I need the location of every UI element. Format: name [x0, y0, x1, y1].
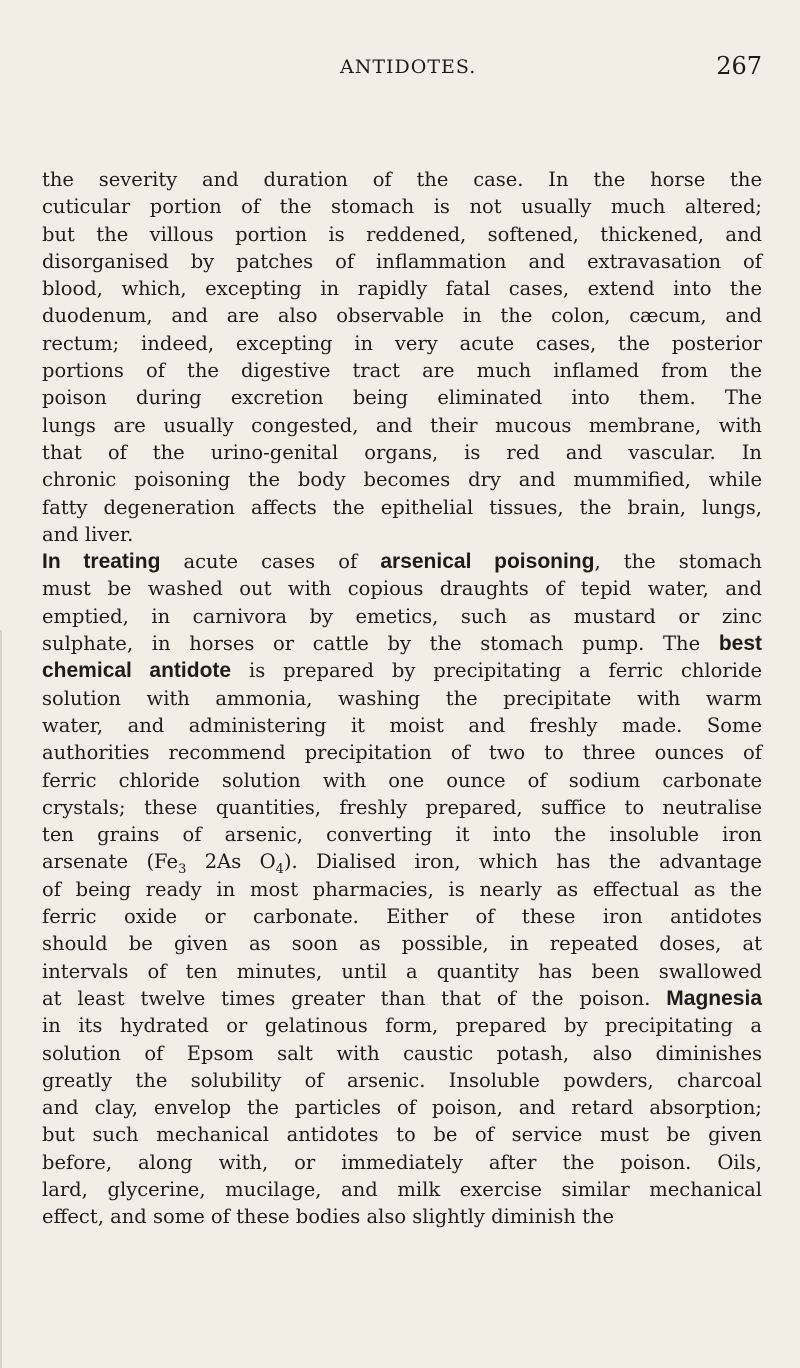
- text-segment: water, and administering it moist and freshly made. Some: [42, 713, 762, 737]
- text-segment: at least twelve times greater than that of the poison.: [42, 986, 667, 1010]
- page-header: [0, 52, 800, 86]
- text-segment: fatty degeneration affects the epithelial tissues, the brain, lungs,: [42, 495, 762, 519]
- text-segment: solution with ammonia, washing the precipitate with warm: [42, 686, 762, 710]
- text-line: [42, 958, 762, 985]
- text-segment: is prepared by precipitating a ferric chloride: [231, 659, 762, 683]
- text-line: [42, 521, 762, 548]
- text-line: [42, 1176, 762, 1203]
- text-line: [42, 248, 762, 275]
- subscript: 4: [275, 862, 284, 878]
- text-segment: lungs are usually congested, and their mucous membrane, with: [42, 413, 762, 437]
- text-line: [42, 712, 762, 739]
- text-segment: intervals of ten minutes, until a quantity has been swallowed: [42, 959, 762, 983]
- text-segment: should be given as soon as possible, in repeated doses, at: [42, 932, 762, 956]
- text-segment: poison during excretion being eliminated into them. The: [42, 386, 762, 410]
- text-segment: disorganised by patches of inflammation and extravasation of: [42, 249, 762, 273]
- text-segment: authorities recommend precipitation of two to three ounces of: [42, 741, 762, 765]
- text-segment: sulphate, in horses or cattle by the stomach pump. The: [42, 632, 719, 656]
- bold-keyword: In treating: [42, 550, 161, 574]
- text-segment: arsenate (Fe: [42, 850, 179, 874]
- bold-keyword: chemical antidote: [42, 659, 232, 683]
- text-line: [42, 221, 762, 248]
- text-segment: acute cases of: [160, 550, 381, 574]
- text-line: [42, 466, 762, 493]
- text-line: [42, 767, 762, 794]
- text-segment: ferric chloride solution with one ounce of sodium carbonate: [42, 768, 762, 792]
- text-line: [42, 494, 762, 521]
- text-segment: in its hydrated or gelatinous form, prepared by precipitating a: [42, 1014, 762, 1038]
- text-line: [42, 166, 762, 193]
- text-line: [42, 876, 762, 903]
- body-text: [42, 166, 762, 1231]
- text-line: [42, 1012, 762, 1039]
- text-line: [42, 1203, 762, 1230]
- text-line: [42, 193, 762, 220]
- text-segment: chronic poisoning the body becomes dry and mummified, while: [42, 468, 762, 492]
- text-line: [42, 1040, 762, 1067]
- text-segment: effect, and some of these bodies also slightly diminish the: [42, 1205, 615, 1229]
- text-line: [42, 657, 762, 684]
- text-line: [42, 548, 762, 575]
- text-line: [42, 685, 762, 712]
- text-segment: rectum; indeed, excepting in very acute cases, the posterior: [42, 331, 762, 355]
- text-segment: solution of Epsom salt with caustic potash, also diminishes: [42, 1041, 762, 1065]
- text-segment: greatly the solubility of arsenic. Insoluble powders, charcoal: [42, 1068, 762, 1092]
- text-segment: blood, which, excepting in rapidly fatal cases, extend into the: [42, 277, 762, 301]
- text-line: [42, 739, 762, 766]
- text-segment: emptied, in carnivora by emetics, such as mustard or zinc: [42, 604, 762, 628]
- text-line: [42, 1149, 762, 1176]
- text-line: [42, 439, 762, 466]
- text-line: [42, 384, 762, 411]
- text-segment: and clay, envelop the particles of poison, and retard absorption;: [42, 1096, 762, 1120]
- bold-keyword: arsenical poisoning: [380, 550, 595, 574]
- text-line: [42, 794, 762, 821]
- text-line: [42, 330, 762, 357]
- text-segment: ten grains of arsenic, converting it into the insoluble iron: [42, 823, 762, 847]
- text-line: [42, 903, 762, 930]
- text-segment: of being ready in most pharmacies, is nearly as effectual as the: [42, 877, 762, 901]
- text-segment: before, along with, or immediately after the poison. Oils,: [42, 1150, 762, 1174]
- text-segment: the severity and duration of the case. In the horse the: [42, 168, 762, 191]
- text-segment: but the villous portion is reddened, softened, thickened, and: [42, 222, 762, 246]
- text-segment: , the stomach: [594, 550, 762, 574]
- text-line: [42, 575, 762, 602]
- text-line: [42, 275, 762, 302]
- text-line: [42, 412, 762, 439]
- text-line: [42, 1067, 762, 1094]
- text-line: [42, 630, 762, 657]
- text-line: [42, 821, 762, 848]
- text-line: [42, 848, 762, 878]
- text-segment: must be washed out with copious draughts of tepid water, and: [42, 577, 762, 601]
- text-segment: 2As O: [186, 850, 276, 874]
- running-title: ANTIDOTES.: [340, 56, 477, 78]
- text-segment: cuticular portion of the stomach is not usually much altered;: [42, 195, 762, 219]
- text-segment: and liver.: [42, 522, 134, 546]
- text-line: [42, 1094, 762, 1121]
- text-segment: portions of the digestive tract are much inflamed from the: [42, 359, 762, 383]
- text-line: [42, 302, 762, 329]
- text-line: [42, 603, 762, 630]
- text-segment: ferric oxide or carbonate. Either of these iron antidotes: [42, 905, 762, 929]
- subscript: 3: [178, 862, 187, 878]
- page-number: 267: [716, 52, 762, 80]
- text-segment: but such mechanical antidotes to be of service must be given: [42, 1123, 762, 1147]
- text-line: [42, 985, 762, 1012]
- bold-keyword: best: [718, 632, 762, 656]
- text-segment: lard, glycerine, mucilage, and milk exercise similar mechanical: [42, 1177, 762, 1201]
- text-segment: duodenum, and are also observable in the colon, cæcum, and: [42, 304, 762, 328]
- text-segment: crystals; these quantities, freshly prepared, suffice to neutralise: [42, 795, 762, 819]
- text-line: [42, 930, 762, 957]
- text-segment: that of the urino-genital organs, is red and vascular. In: [42, 440, 762, 464]
- bold-keyword: Magnesia: [666, 986, 762, 1010]
- page-edge-shadow: [0, 630, 2, 1368]
- text-line: [42, 357, 762, 384]
- text-segment: ). Dialised iron, which has the advantage: [283, 850, 762, 874]
- text-line: [42, 1121, 762, 1148]
